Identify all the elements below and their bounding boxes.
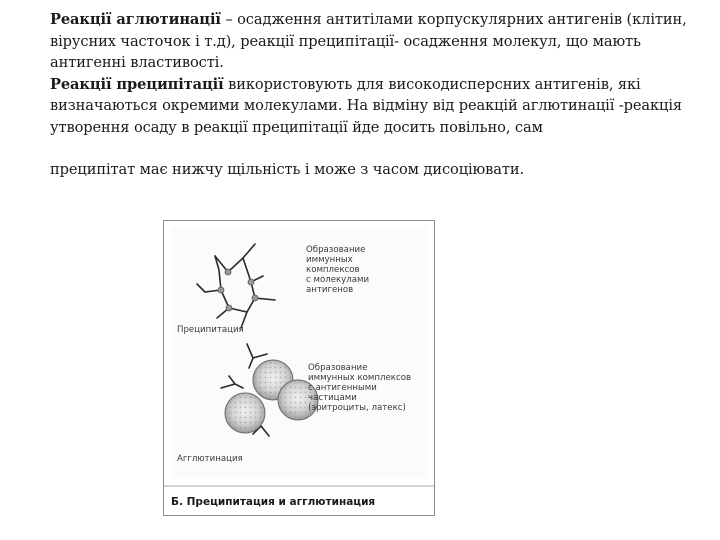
term-agglutination: Реакції аглютинації <box>50 11 221 28</box>
label-molecules: Образование иммунных комплексов с молекулами антигенов <box>306 245 370 295</box>
label-particles: Образование иммунных комплексов с антигенными частицами (эритроциты, латекс) <box>308 363 412 413</box>
definition-agglutination: – осадження антитілами корпускулярних антигенів (клітин, вірусних часточок і т.д), реакції преципітації- осадження молекул, що мають антигенні властивості. <box>50 11 687 71</box>
background-texture <box>171 228 427 478</box>
precipitation-agglutination-figure <box>163 220 435 516</box>
figure-caption: Б. Преципитация и агглютинация <box>171 496 376 508</box>
paragraph-precipitation <box>50 74 690 139</box>
label-agglutination: Агглютинация <box>177 454 243 464</box>
paragraph-gap <box>50 138 690 159</box>
label-precipitation: Преципитация <box>177 325 244 335</box>
definition-precipitation: використовують для високодисперсних антигенів, які визначаються окремими молекулами. На відміну від реакцій аглютинації -реакція утворення осаду в реакції преципітації йде досить повільно, сам <box>50 75 683 136</box>
paragraph-agglutination <box>50 9 690 74</box>
paragraph-precipitate: преципітат має нижчу щільність і може з часом дисоціювати. <box>50 161 525 178</box>
term-precipitation: Реакції преципітації <box>50 75 224 93</box>
figure-illustration <box>163 220 435 516</box>
text-content <box>50 9 690 181</box>
